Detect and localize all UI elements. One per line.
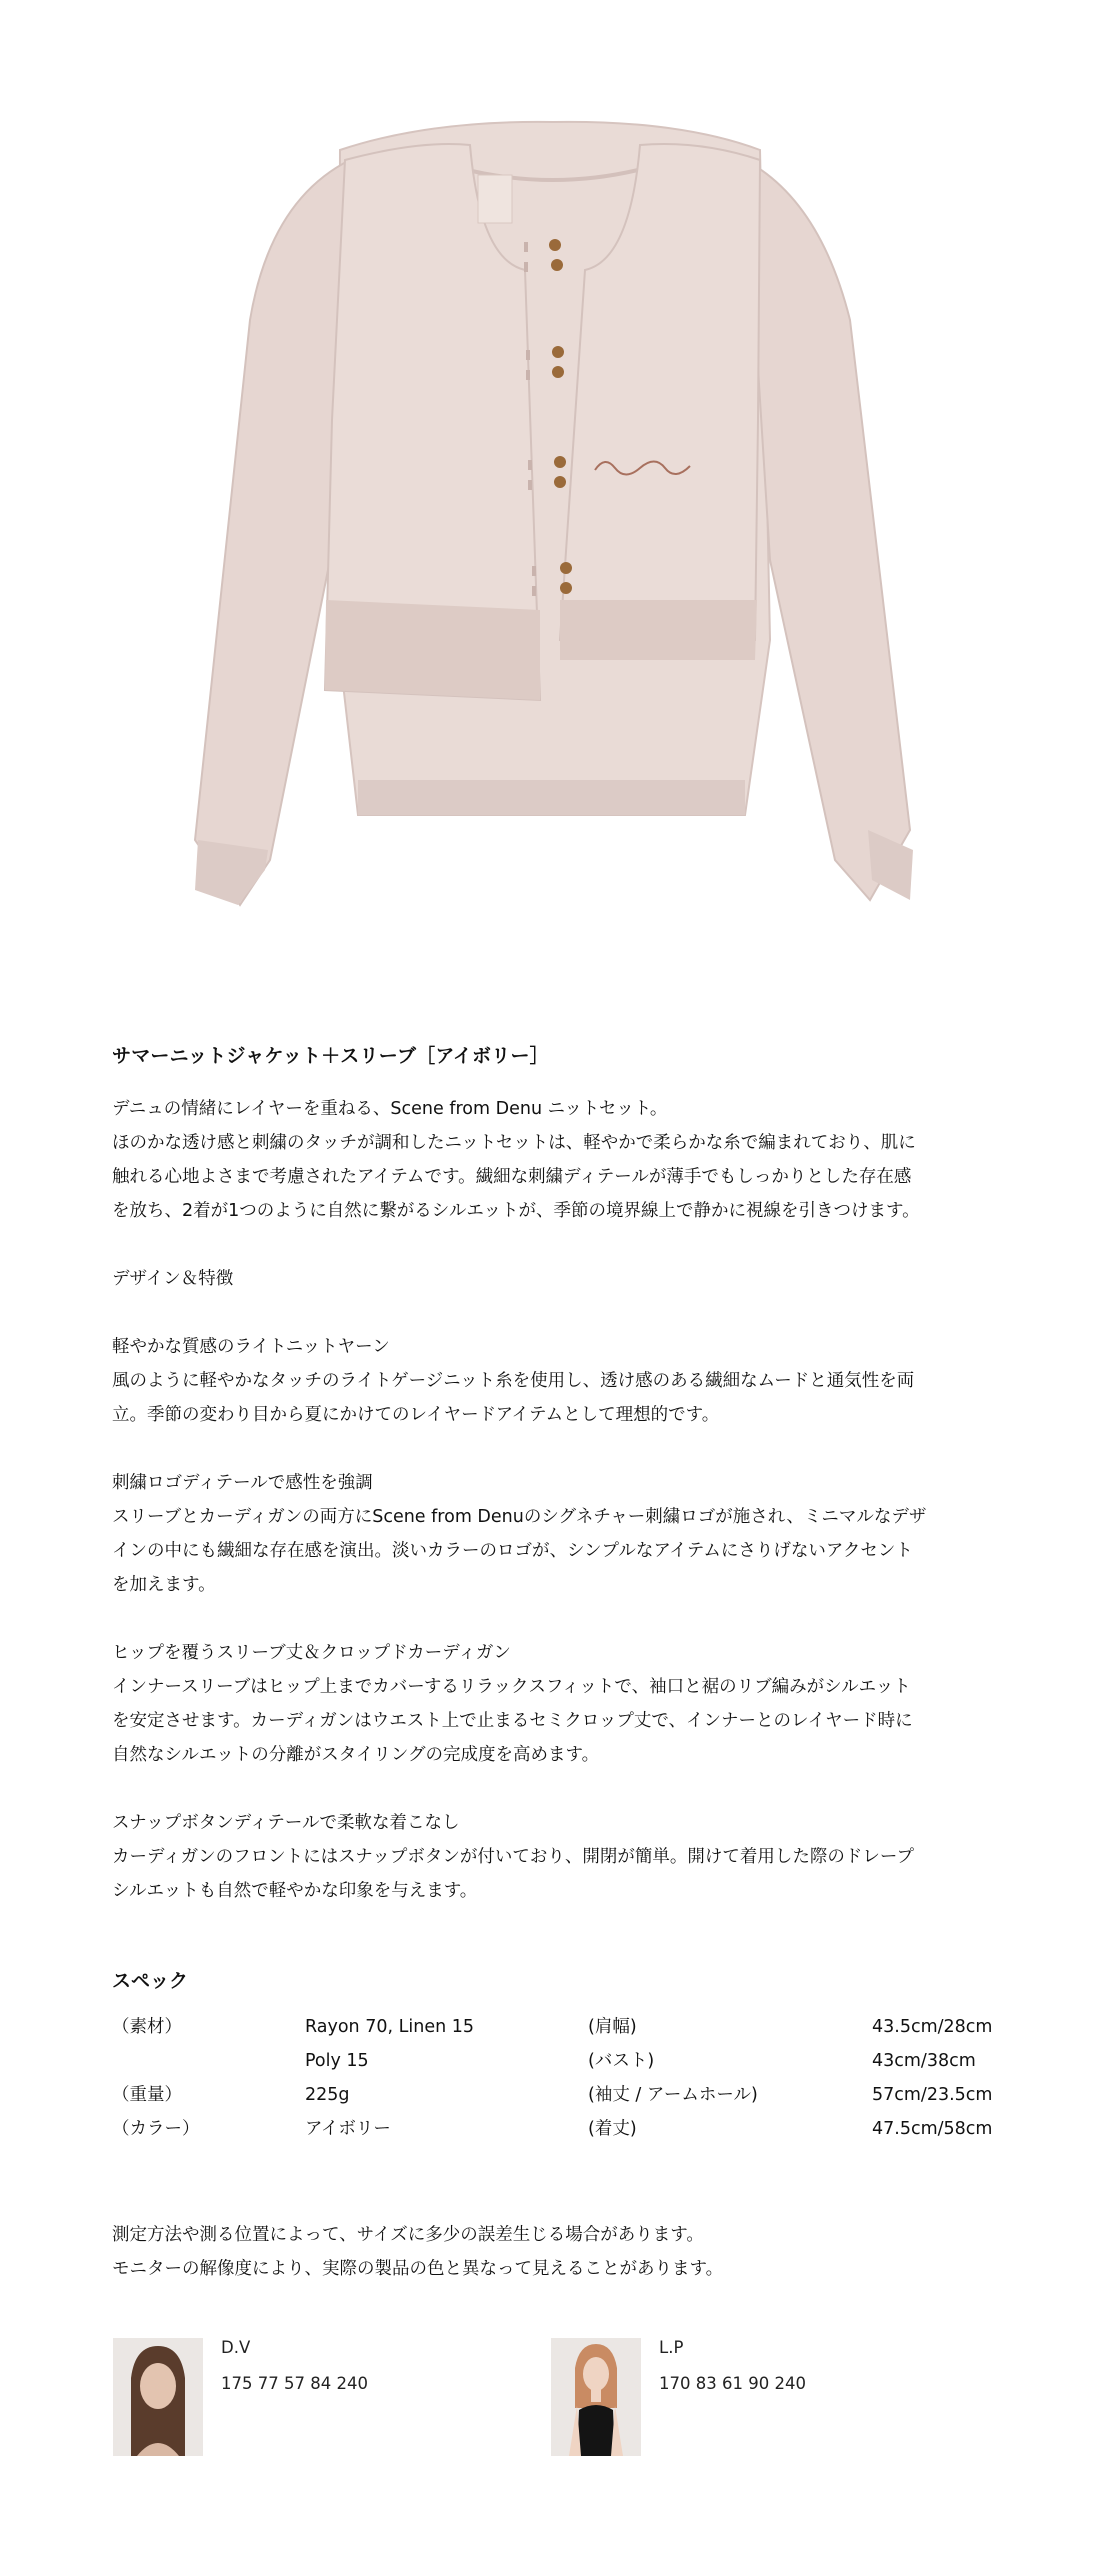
feature-line: インの中にも繊細な存在感を演出。淡いカラーのロゴが、シンプルなアイテムにさりげないアクセント bbox=[112, 1541, 913, 1561]
size-label: (着丈) bbox=[588, 2119, 637, 2139]
model-measurements: 170 83 61 90 240 bbox=[659, 2374, 806, 2393]
intro-text bbox=[112, 1092, 992, 1228]
spec-label: （カラー） bbox=[112, 2119, 200, 2139]
spec-value: アイボリー bbox=[305, 2119, 391, 2139]
feature-heading: ヒップを覆うスリーブ丈＆クロップドカーディガン bbox=[112, 1643, 511, 1663]
feature-heading: スナップボタンディテールで柔軟な着こなし bbox=[112, 1813, 460, 1833]
feature-line: を安定させます。カーディガンはウエスト上で止まるセミクロップ丈で、インナーとのレイヤード時に bbox=[112, 1711, 913, 1731]
model-card-lp bbox=[551, 2338, 951, 2458]
size-value: 43cm/38cm bbox=[872, 2051, 976, 2071]
product-description bbox=[112, 1040, 992, 1908]
spec-label: （素材） bbox=[112, 2017, 182, 2037]
spec-value: Rayon 70, Linen 15 bbox=[305, 2017, 475, 2037]
notes bbox=[112, 2218, 992, 2286]
feature-heading: 刺繍ロゴディテールで感性を強調 bbox=[112, 1473, 373, 1493]
feature-line: シルエットも自然で軽やかな印象を与えます。 bbox=[112, 1881, 478, 1901]
cardigan-sleeve-set-photo bbox=[0, 0, 1106, 960]
model-name: D.V bbox=[221, 2338, 251, 2357]
spec-row bbox=[112, 2044, 992, 2078]
spec-label: （重量） bbox=[112, 2085, 182, 2105]
feature-line: カーディガンのフロントにはスナップボタンが付いており、開閉が簡単。開けて着用した際のドレープ bbox=[112, 1847, 915, 1867]
spec-value: 225g bbox=[305, 2085, 350, 2105]
model-dv-photo bbox=[113, 2338, 203, 2456]
feature-line: 風のように軽やかなタッチのライトゲージニット糸を使用し、透け感のある繊細なムードと通気性を両 bbox=[112, 1371, 915, 1391]
intro-line: ほのかな透け感と刺繍のタッチが調和したニットセットは、軽やかで柔らかな糸で編まれており、肌に bbox=[112, 1133, 916, 1153]
feature-line: 自然なシルエットの分離がスタイリングの完成度を高めます。 bbox=[112, 1745, 600, 1765]
product-title: サマーニットジャケット＋スリーブ［アイボリー］ bbox=[112, 1045, 549, 1067]
size-label: (肩幅) bbox=[588, 2017, 637, 2037]
spec-table bbox=[112, 2010, 992, 2146]
model-measurements: 175 77 57 84 240 bbox=[221, 2374, 368, 2393]
size-value: 57cm/23.5cm bbox=[872, 2085, 993, 2105]
model-name: L.P bbox=[659, 2338, 684, 2357]
feature-line: を加えます。 bbox=[112, 1575, 216, 1595]
design-heading: デザイン＆特徴 bbox=[112, 1269, 234, 1289]
feature-heading: 軽やかな質感のライトニットヤーン bbox=[112, 1337, 390, 1357]
intro-line: を放ち、2着が1つのように自然に繋がるシルエットが、季節の境界線上で静かに視線を引きつけます。 bbox=[112, 1201, 920, 1221]
model-lp-photo bbox=[551, 2338, 641, 2456]
spec-row bbox=[112, 2010, 992, 2044]
spec-row bbox=[112, 2112, 992, 2146]
size-value: 43.5cm/28cm bbox=[872, 2017, 993, 2037]
spec-value: Poly 15 bbox=[305, 2051, 369, 2071]
intro-line: 触れる心地よさまで考慮されたアイテムです。繊細な刺繍ディテールが薄手でもしっかりとした存在感 bbox=[112, 1167, 912, 1187]
size-label: (バスト) bbox=[588, 2051, 655, 2071]
intro-line: デニュの情緒にレイヤーを重ねる、Scene from Denu ニットセット。 bbox=[112, 1099, 668, 1119]
product-image bbox=[0, 0, 1106, 960]
size-value: 47.5cm/58cm bbox=[872, 2119, 993, 2139]
feature-line: 立。季節の変わり目から夏にかけてのレイヤードアイテムとして理想的です。 bbox=[112, 1405, 720, 1425]
spec-title: スペック bbox=[112, 1970, 189, 1992]
feature-line: スリーブとカーディガンの両方にScene from Denuのシグネチャー刺繍ロゴが施され、ミニマルなデザ bbox=[112, 1507, 927, 1527]
spec-row bbox=[112, 2078, 992, 2112]
note-line: 測定方法や測る位置によって、サイズに多少の誤差生じる場合があります。 bbox=[112, 2225, 704, 2245]
feature-line: インナースリーブはヒップ上までカバーするリラックスフィットで、袖口と裾のリブ編みがシルエット bbox=[112, 1677, 911, 1697]
size-label: (袖丈 / アームホール) bbox=[588, 2085, 758, 2105]
note-line: モニターの解像度により、実際の製品の色と異なって見えることがあります。 bbox=[112, 2259, 724, 2279]
model-card-dv bbox=[113, 2338, 513, 2458]
